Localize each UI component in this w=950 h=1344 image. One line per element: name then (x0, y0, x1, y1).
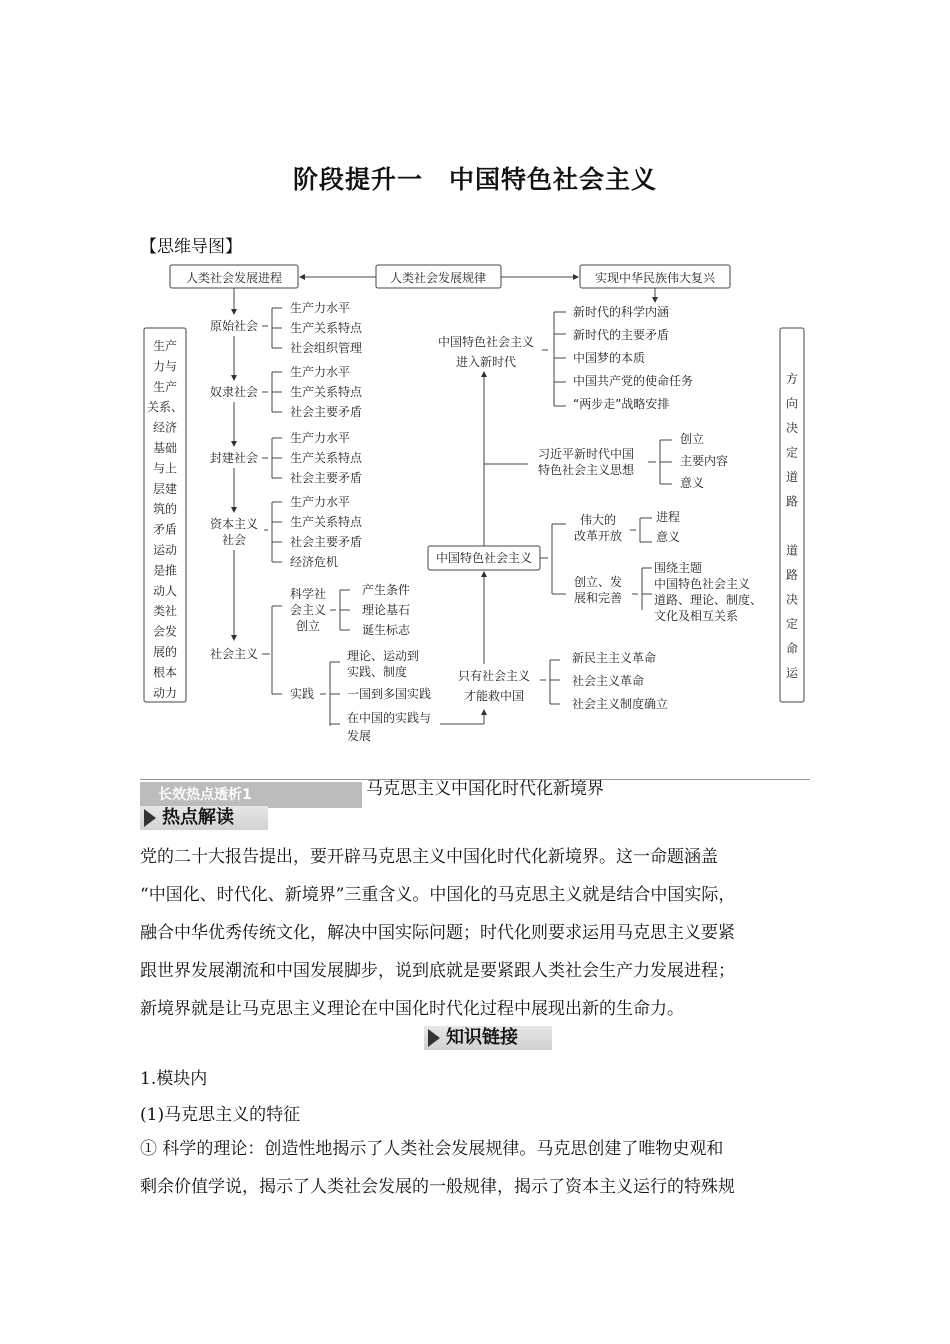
mm-left-box (147, 338, 183, 700)
mm-sci-socialism: 科学社 (289, 587, 327, 601)
mm-development-item: 中国特色社会主义 (654, 577, 751, 591)
mm-left-box-char: 动人 (152, 583, 178, 598)
mm-sci-socialism: 会主义 (289, 603, 327, 617)
mm-stage-item: 生产力水平 (290, 365, 351, 379)
mm-left-box-char: 基础 (152, 441, 178, 455)
mm-stage-item: 生产关系特点 (290, 451, 363, 465)
mm-stage-item: 生产关系特点 (290, 515, 363, 529)
section-knowledge-link (424, 1026, 552, 1050)
mm-right-box-char: 方 (785, 372, 799, 386)
mm-right-box-char: 路 (785, 494, 799, 509)
para2-line: 剩余价值学说，揭示了人类社会发展的一般规律，揭示了资本主义运行的特殊规 (140, 1177, 735, 1197)
mm-stage-item: 生产力水平 (290, 431, 351, 445)
mm-sci-socialism: 创立 (295, 619, 321, 633)
mm-new-era-item: 新时代的主要矛盾 (573, 328, 670, 342)
mm-practice: 实践 (289, 687, 315, 701)
mm-reform: 伟大的 (579, 513, 617, 527)
mm-left-box-char: 经济 (152, 420, 178, 435)
mm-left-box-char: 筑的 (152, 502, 178, 517)
mm-stage-item: 生产力水平 (290, 495, 351, 509)
mm-only-item: 新民主主义革命 (572, 651, 657, 665)
mm-right-box-char: 决 (785, 421, 799, 435)
mm-right-box-char: 定 (785, 617, 799, 631)
mm-right-box-char: 决 (785, 592, 799, 607)
mm-left-box-char: 类社 (152, 604, 178, 619)
para1-line: 党的二十大报告提出，要开辟马克思主义中国化时代化新境界。这一命题涵盖 (140, 847, 718, 867)
mm-new-era: 进入新时代 (455, 355, 517, 369)
mm-only-item: 社会主义革命 (572, 674, 645, 688)
mm-development-item: 文化及相互关系 (654, 609, 739, 623)
mm-stage-feudal: 封建社会 (209, 451, 259, 465)
mm-only-socialism: 才能救中国 (463, 689, 525, 703)
mm-left-box-char: 会发 (152, 624, 178, 639)
mm-new-era-item: 中国共产党的使命任务 (573, 374, 694, 388)
mm-development-item: 道路、理论、制度、 (654, 593, 763, 607)
mm-reform: 改革开放 (573, 529, 623, 543)
mm-stage-item: 社会主要矛盾 (290, 535, 363, 549)
section-hot-topic-label: 热点解读 (162, 807, 234, 828)
mm-stage-item: 社会主要矛盾 (290, 405, 363, 419)
heading-features: (1)马克思主义的特征 (140, 1105, 301, 1125)
mm-sci-item: 产生条件 (362, 583, 411, 597)
mm-new-era: 中国特色社会主义 (437, 335, 535, 349)
mm-stage-slave: 奴隶社会 (209, 385, 259, 399)
mm-left-box-char: 动力 (152, 685, 178, 700)
mm-stage-socialist: 社会主义 (209, 647, 259, 661)
mm-development: 展和完善 (573, 591, 623, 605)
mm-top-right: 实现中华民族伟大复兴 (594, 271, 716, 285)
mm-cs-box: 中国特色社会主义 (435, 551, 533, 565)
mm-top-mid: 人类社会发展规律 (389, 271, 487, 285)
mm-stage-capitalist: 社会 (221, 533, 247, 547)
mm-xi-item: 主要内容 (680, 454, 729, 468)
mm-new-era-item: 新时代的科学内涵 (573, 305, 670, 319)
mm-xi-thought: 特色社会主义思想 (537, 463, 635, 477)
heading-module: 1.模块内 (140, 1069, 208, 1089)
mm-practice-item: 理论、运动到 (347, 649, 420, 663)
mm-practice-item: 在中国的实践与 (347, 711, 432, 725)
para1-line: 跟世界发展潮流和中国发展脚步，说到底就是要紧跟人类社会生产力发展进程； (140, 961, 735, 981)
para-hot-topic (140, 838, 820, 1028)
mm-left-box-char: 根本 (152, 665, 178, 680)
mm-development-item: 围绕主题 (654, 561, 703, 575)
mm-sci-item: 理论基石 (362, 603, 411, 617)
mm-practice-item: 一国到多国实践 (347, 687, 432, 701)
mm-stage-item: 生产关系特点 (290, 321, 363, 335)
section-knowledge-link-label: 知识链接 (446, 1027, 518, 1048)
para-features (140, 1130, 820, 1206)
mm-new-era-item: 中国梦的本质 (573, 351, 646, 365)
mm-left-box-char: 生产 (152, 339, 178, 353)
mindmap-label: 【思维导图】 (140, 237, 242, 257)
mm-left-box-char: 力与 (152, 359, 178, 374)
mm-reform-item: 意义 (656, 530, 681, 544)
mm-left-box-char: 生产 (152, 379, 178, 394)
para1-line: 新境界就是让马克思主义理论在中国化时代化过程中展现出新的生命力。 (140, 999, 684, 1019)
mm-development: 创立、发 (573, 575, 623, 589)
mm-stage-capitalist: 资本主义 (209, 517, 259, 531)
para2-line: ① 科学的理论：创造性地揭示了人类社会发展规律。马克思创建了唯物史观和 (140, 1139, 724, 1159)
mm-new-era-item: “两步走”战略安排 (573, 397, 670, 411)
para1-line: “中国化、时代化、新境界”三重含义。中国化的马克思主义就是结合中国实际， (140, 885, 736, 905)
banner-tag: 长效热点透析1 (140, 782, 362, 808)
mm-right-box-char: 向 (785, 396, 799, 411)
mm-left-box-char: 与上 (152, 461, 178, 476)
para1-line: 融合中华优秀传统文化，解决中国实际问题；时代化则要求运用马克思主义要紧 (140, 923, 735, 943)
mm-xi-item: 创立 (680, 432, 705, 446)
section-hot-topic (140, 806, 268, 830)
mm-sci-item: 诞生标志 (362, 623, 411, 637)
mm-right-box-char: 路 (785, 568, 799, 582)
mm-left-box-char: 是推 (152, 563, 178, 578)
mm-right-box-char: 运 (785, 666, 799, 680)
mm-xi-item: 意义 (680, 476, 705, 490)
mm-left-box-char: 展的 (152, 645, 178, 659)
mm-stage-item: 社会组织管理 (290, 341, 363, 355)
mm-right-box-char: 道 (785, 543, 799, 558)
mm-only-item: 社会主义制度确立 (572, 697, 669, 711)
mm-right-box-char: 道 (785, 470, 799, 484)
mm-reform-item: 进程 (656, 510, 681, 524)
mm-right-box (786, 371, 799, 680)
mm-stage-item: 经济危机 (290, 555, 339, 569)
mm-only-socialism: 只有社会主义 (457, 669, 531, 683)
mm-practice-item: 实践、制度 (347, 665, 408, 679)
mm-stage-item: 生产力水平 (290, 301, 351, 315)
mm-left-box-char: 关系、 (146, 400, 184, 415)
banner-title: 马克思主义中国化时代化新境界 (366, 779, 604, 799)
mm-stage-primitive: 原始社会 (209, 319, 259, 333)
mm-right-box-char: 定 (785, 445, 799, 460)
mm-left-box-char: 运动 (152, 543, 178, 557)
mm-left-box-char: 层建 (152, 481, 178, 496)
mm-stage-item: 社会主要矛盾 (290, 471, 363, 485)
mm-practice-item: 发展 (347, 729, 372, 743)
mm-stage-item: 生产关系特点 (290, 385, 363, 399)
mm-xi-thought: 习近平新时代中国 (537, 447, 635, 461)
mm-top-left: 人类社会发展进程 (185, 271, 283, 285)
mm-right-box-char: 命 (785, 641, 799, 656)
mm-left-box-char: 矛盾 (152, 522, 178, 537)
page-title: 阶段提升一 中国特色社会主义 (292, 165, 657, 194)
